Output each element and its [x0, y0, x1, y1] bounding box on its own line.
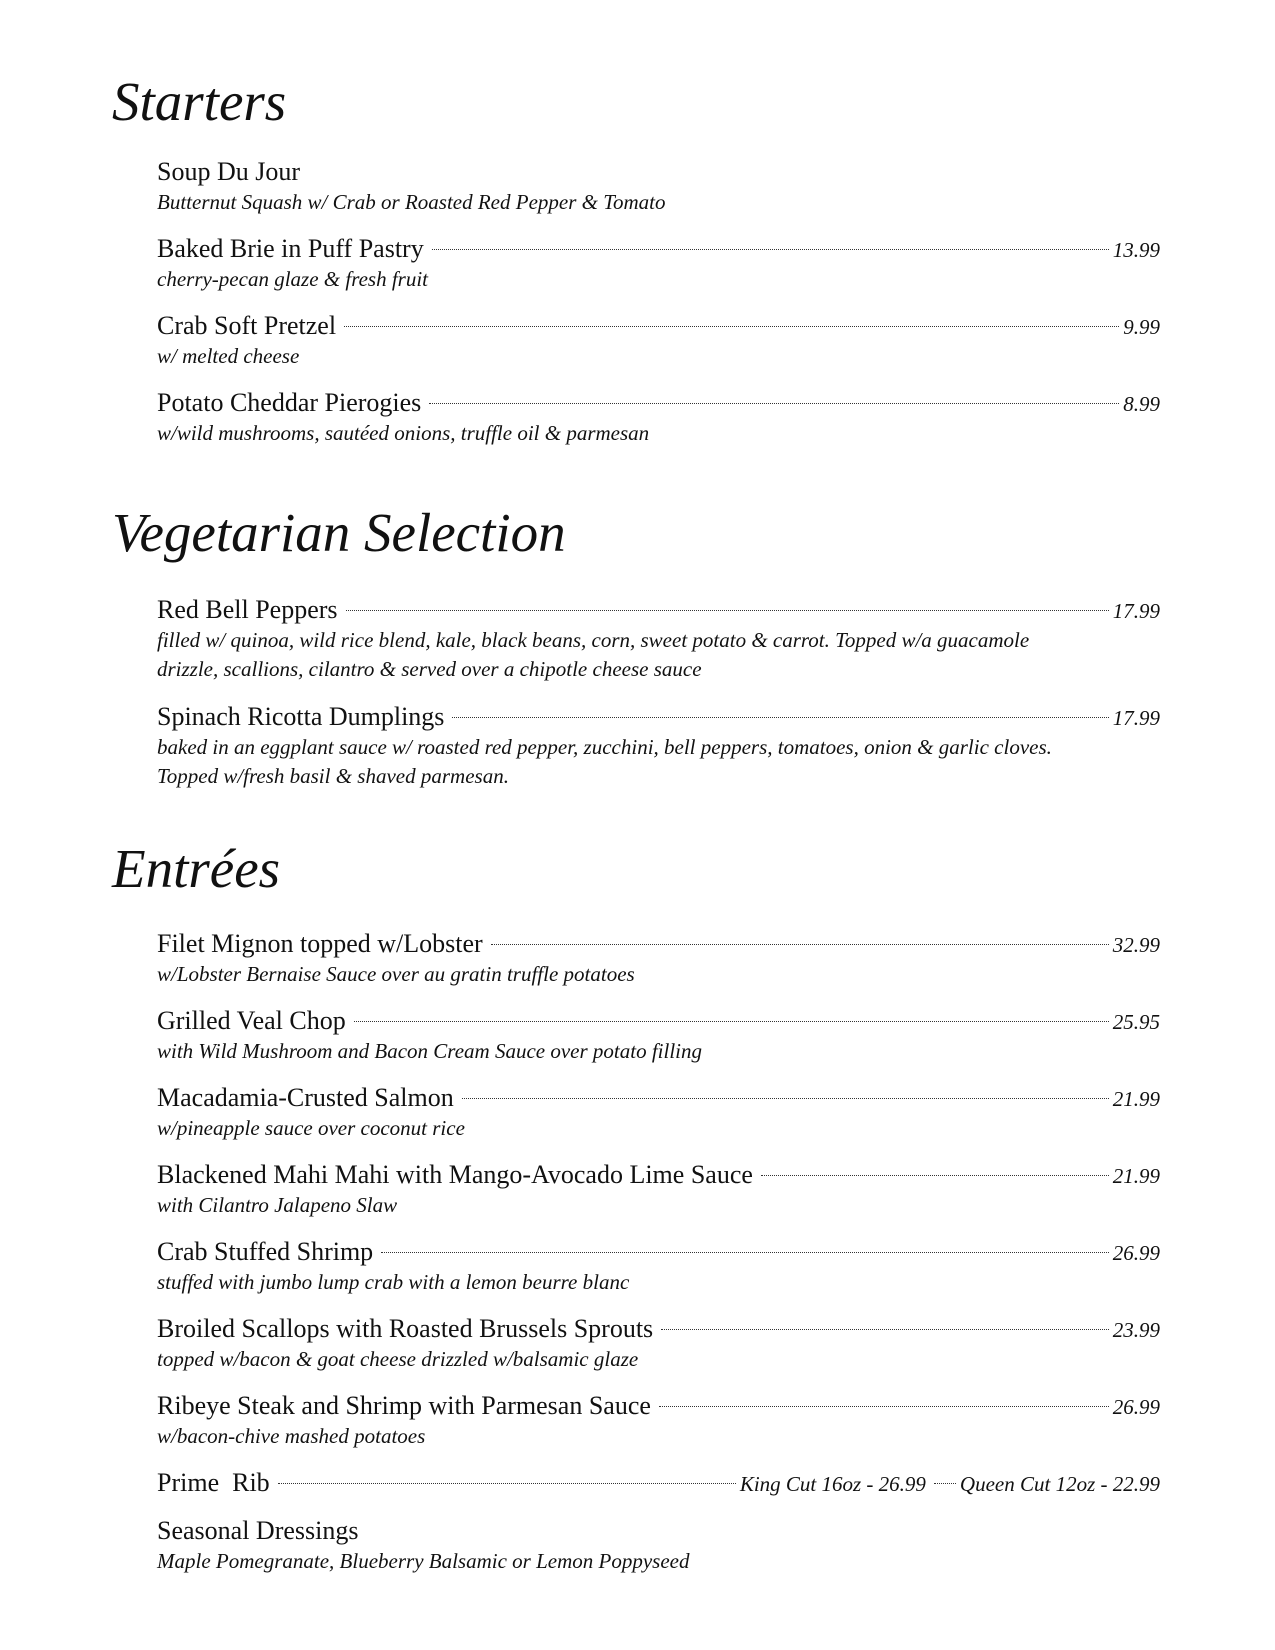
dot-leader [432, 249, 1109, 250]
item-price: 26.99 [1112, 1241, 1160, 1265]
item-price: 23.99 [1112, 1318, 1160, 1342]
item-line [157, 233, 1160, 265]
dot-leader [934, 1483, 956, 1484]
dot-leader [354, 1021, 1109, 1022]
menu-item [157, 1159, 1160, 1220]
item-line [157, 310, 1160, 342]
dot-leader [661, 1329, 1109, 1330]
dot-leader [278, 1483, 736, 1484]
item-line [157, 1236, 1160, 1268]
item-name: Ribeye Steak and Shrimp with Parmesan Sauce [157, 1391, 651, 1420]
dot-leader [462, 1098, 1109, 1099]
menu-item [157, 1005, 1160, 1066]
item-line [157, 1467, 1160, 1499]
dot-leader [761, 1175, 1109, 1176]
menu-item [157, 1390, 1160, 1451]
item-description: Butternut Squash w/ Crab or Roasted Red Pepper & Tomato [157, 190, 666, 214]
item-line [157, 1082, 1160, 1114]
queen-cut-price: Queen Cut 12oz - 22.99 [959, 1472, 1160, 1496]
item-price: 9.99 [1123, 315, 1160, 339]
item-description: filled w/ quinoa, wild rice blend, kale, black beans, corn, sweet potato & carrot. Topped w/a guacamole drizzle, scallions, cilantro & served over a chipotle cheese sauce [157, 628, 1030, 681]
menu-item [157, 1313, 1160, 1374]
item-line [157, 156, 1160, 188]
menu-item [157, 594, 1160, 684]
menu-item [157, 1467, 1160, 1499]
menu-item [157, 233, 1160, 294]
item-line [157, 594, 1160, 626]
menu-item [157, 387, 1160, 448]
item-description: w/pineapple sauce over coconut rice [157, 1116, 465, 1140]
menu-item [157, 156, 1160, 217]
menu-item [157, 701, 1160, 791]
item-line [157, 1390, 1160, 1422]
item-name: Grilled Veal Chop [157, 1006, 346, 1035]
dot-leader [491, 944, 1109, 945]
item-description: with Cilantro Jalapeno Slaw [157, 1193, 398, 1217]
item-price: 8.99 [1123, 392, 1160, 416]
item-name: Crab Soft Pretzel [157, 311, 337, 340]
item-name: Broiled Scallops with Roasted Brussels Sprouts [157, 1314, 654, 1343]
menu-item [157, 928, 1160, 989]
dot-leader [429, 403, 1119, 404]
item-price: 13.99 [1112, 238, 1160, 262]
item-price: 17.99 [1112, 706, 1160, 730]
item-description: with Wild Mushroom and Bacon Cream Sauce over potato filling [157, 1039, 702, 1063]
item-line [157, 1005, 1160, 1037]
vegetarian-heading: Vegetarian Selection [112, 502, 566, 563]
dot-leader [344, 326, 1119, 327]
item-description: w/bacon-chive mashed potatoes [157, 1424, 426, 1448]
item-line [157, 387, 1160, 419]
item-line [157, 1313, 1160, 1345]
item-description: topped w/bacon & goat cheese drizzled w/balsamic glaze [157, 1347, 639, 1371]
dot-leader [346, 610, 1109, 611]
starters-heading: Starters [112, 71, 287, 132]
item-description: baked in an eggplant sauce w/ roasted red pepper, zucchini, bell peppers, tomatoes, onion & garlic cloves. Topped w/fresh basil & shaved parmesan. [157, 735, 1052, 788]
item-description: stuffed with jumbo lump crab with a lemon beurre blanc [157, 1270, 630, 1294]
menu-item [157, 1515, 1160, 1576]
dot-leader [381, 1252, 1109, 1253]
item-line [157, 928, 1160, 960]
item-description: w/Lobster Bernaise Sauce over au gratin truffle potatoes [157, 962, 635, 986]
item-price: 25.95 [1112, 1010, 1160, 1034]
item-name: Crab Stuffed Shrimp [157, 1237, 374, 1266]
entrees-heading: Entrées [112, 838, 281, 899]
item-name: Baked Brie in Puff Pastry [157, 234, 424, 263]
item-name: Potato Cheddar Pierogies [157, 388, 422, 417]
menu-item [157, 310, 1160, 371]
item-price: 21.99 [1112, 1087, 1160, 1111]
king-cut-price: King Cut 16oz - 26.99 [739, 1472, 926, 1496]
dot-leader [659, 1406, 1109, 1407]
item-description: w/wild mushrooms, sautéed onions, truffle oil & parmesan [157, 421, 650, 445]
item-name: Blackened Mahi Mahi with Mango-Avocado Lime Sauce [157, 1160, 753, 1189]
item-name: Seasonal Dressings [157, 1516, 359, 1545]
item-price: 21.99 [1112, 1164, 1160, 1188]
item-name: Prime Rib [157, 1468, 270, 1497]
item-name: Spinach Ricotta Dumplings [157, 702, 445, 731]
item-price: 17.99 [1112, 599, 1160, 623]
item-price: 26.99 [1112, 1395, 1160, 1419]
item-name: Filet Mignon topped w/Lobster [157, 929, 483, 958]
menu-item [157, 1236, 1160, 1297]
item-description: Maple Pomegranate, Blueberry Balsamic or Lemon Poppyseed [157, 1549, 690, 1573]
item-description: cherry-pecan glaze & fresh fruit [157, 267, 429, 291]
item-name: Soup Du Jour [157, 157, 301, 186]
item-name: Red Bell Peppers [157, 595, 338, 624]
item-name: Macadamia-Crusted Salmon [157, 1083, 454, 1112]
item-description: w/ melted cheese [157, 344, 300, 368]
item-line [157, 701, 1160, 733]
menu-item [157, 1082, 1160, 1143]
dot-leader [452, 717, 1108, 718]
item-line [157, 1515, 1160, 1547]
item-line [157, 1159, 1160, 1191]
item-price: 32.99 [1112, 933, 1160, 957]
